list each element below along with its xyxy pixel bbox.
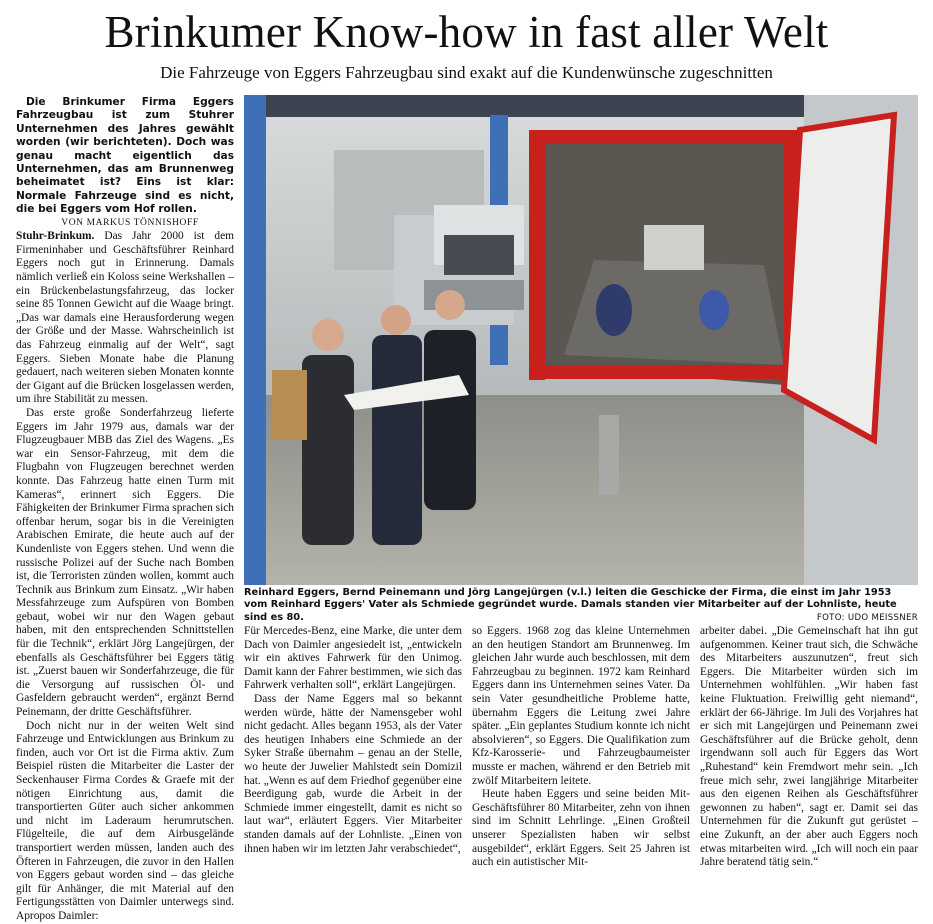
photo-credit: FOTO: UDO MEISSNER	[816, 612, 918, 623]
paragraph: arbeiter dabei. „Die Gemeinschaft hat ihn gut aufgenommen. Keiner traut sich, die Schwäche des Mitarbeiters auszunutzen“, freut sich Eggers. Die Mitarbeiter würden sich im Unternehmen wohlfühlen. „Wir haben fast keine Fluktuation. Freiwillig geht niemand“, erklärt der 66-Jährige. Im Juli des Vorjahres hat er sich mit Langejürgen und Peinemann zwei Geschäftsführer auf die Brücke geholt, denn irgendwann soll auch für Eggers das Wort „Ruhestand“ kein Fremdwort mehr sein. „Ich freue mich sehr, zwei langjährige Mitarbeiter aus den eigenen Reihen als Geschäftsführer gewonnen zu haben“, sagt er. Damit sei das Unternehmen für die Zukunft gut gerüstet – eine Zukunft, an der aber auch Eggers noch etwas mitarbeiten wird. „Ich will noch ein paar Jahre beratend tätig sein.“	[700, 625, 918, 869]
column-3	[472, 625, 690, 870]
subheadline: Die Fahrzeuge von Eggers Fahrzeugbau sind exakt auf die Kundenwünsche zugeschnitten	[160, 63, 773, 82]
paragraph: Doch nicht nur in der weiten Welt sind Fahrzeuge und Entwicklungen aus Brinkum zu finden, auch vor Ort ist die Firma aktiv. Zum Beispiel rüsten die Mitarbeiter die Laster der Seckenhauser Firma Cordes & Graefe mit der nötigen Einrichtung aus, damit die transportierten Güter auch sicher ankommen und nicht im Laderaum herumrutschen. Flügelteile, die auf dem Airbusgelände transportiert werden müssen, landen auch des Öfteren in Fahrzeugen, die zuvor in den Hallen von Eggers gebaut worden sind – das gleiche gilt für Anhänger, die mit Material auf den Fertigungsstätten von Daimler unterwegs sind. Apropos Daimler:	[16, 719, 234, 922]
lede: Die Brinkumer Firma Eggers Fahrzeugbau ist zum Stuhrer Unternehmen des Jahres gewählt worden (wir berichteten). Doch was genau macht eigentlich das Unternehmen, das am Brunnenweg beheimatet ist? Eins ist klar: Normale Fahrzeuge sind es nicht, die bei Eggers vom Hof rollen.	[16, 96, 234, 216]
photo-caption	[244, 587, 918, 624]
paragraph: Heute haben Eggers und seine beiden Mit-Geschäftsführer 80 Mitarbeiter, zehn von ihnen sind im Schnitt Lehrlinge. „Einen Großteil unserer Spezialisten haben wir selbst ausgebildet“, erklärt Eggers. Seit 25 Jahren ist auch ein autistischer Mit-	[472, 788, 690, 869]
column-1	[16, 96, 234, 924]
column-4	[700, 625, 918, 870]
paragraph: Für Mercedes-Benz, eine Marke, die unter dem Dach von Daimler angesiedelt ist, „entwickeln wir ein aktives Fahrwerk für den Unimog. Damit kann der Fahrer bestimmen, wie sich das Fahrwerk verhalten soll“, erklärt Langejürgen.	[244, 625, 462, 692]
paragraph: Das erste große Sonderfahrzeug lieferte Eggers im Jahr 1979 aus, damals war der Flugzeugbauer MBB das Ziel des Wagens. „Es war ein Sensor-Fahrzeug, mit dem die Flugbahn von Flugzeugen berechnet werden konnte. Das Fahrzeug hatte einen Turm mit Kameras“, erinnert sich Eggers. Die Fähigkeiten der Brinkumer Firma sprachen sich offenbar herum, sogar bis in die Vereinigten Arabischen Emirate, die heute auch auf der Kundenliste von Eggers stehen. Und wenn die russische Polizei auf der Suche nach Bomben ist, die Terroristen zünden wollen, kommt auch Technik aus Brinkum zum Einsatz. „Wir haben Messfahrzeuge zum Aufspüren von Bomben gebaut, wobei wir nur den Wagen gebaut haben, mit den entsprechenden Schnittstellen für die Technik“, erklärt Jörg Langejürgen, der ebenfalls als Geschäftsführer bei Eggers tätig ist. „Zuerst bauen wir Sonderfahrzeuge, die für die Versorgung auf russischen Öl- und Gasfeldern gebraucht werden“, ergänzt Bernd Peinemann, der dritte Geschäftsführer.	[16, 406, 234, 719]
paragraph-text: Das Jahr 2000 ist dem Firmeninhaber und Geschäftsführer Reinhard Eggers noch gut in Erinnerung. Damals nämlich verließ ein Koloss seine Werkshallen – ein Brückenbelastungsfahrzeug, das locker seine 85 Tonnen Gewicht auf die Waage bringt. „Das war damals eine Herausforderung wegen der Größe und der Masse. Wahrscheinlich ist das Fahrzeug einmalig auf der Welt“, sagt Eggers. Sieben Monate habe die Planung gedauert, nach weiteren sieben Monaten konnte der Gigant auf die Brücken losgelassen werden, um ihre Stabilität zu messen.	[16, 230, 234, 406]
caption-text: Reinhard Eggers, Bernd Peinemann und Jörg Langejürgen (v.l.) leiten die Geschicke der Firma, die einst im Jahr 1953 vom Reinhard Eggers' Vater als Schmiede gegründet wurde. Damals standen vier Mitarbeiter auf der Lohnliste, heute sind es 80.	[244, 587, 897, 623]
paragraph: so Eggers. 1968 zog das kleine Unternehmen an den heutigen Standort am Brunnenweg. Im gleichen Jahr wurde auch beschlossen, mit dem Fahrzeugbau zu beginnen. 1972 kam Reinhard Eggers dann ins Unternehmen seines Vater. Da sein Vater gesundheitliche Probleme hatte, übernahm Eggers die Leitung zwei Jahre später. „Ein geplantes Studium konnte ich nicht absolvieren“, so Eggers. Die Qualifikation zum Kfz-Karosserie- und Fahrzeugbaumeister musste er machen, während er den Betrieb mit zwölf Mitarbeitern leitete.	[472, 625, 690, 787]
paragraph: Dass der Name Eggers mal so bekannt werden würde, hätte der Namensgeber wohl nicht gedacht. Alles begann 1953, als der Vater des heutigen Inhabers eine Schmiede an der Syker Straße übernahm – genau an der Stelle, wo heute der Juwelier Mahlstedt sein Domizil hat. „Wenn es auf dem Friedhof gegenüber eine Beerdigung gab, wurde die Arbeit in der Schmiede immer eingestellt, damit es nicht so laut war“, erläutert Eggers. Vier Mitarbeiter standen damals auf der Lohnliste. „Einen von ihnen haben wir im letzten Jahr verabschiedet“,	[244, 692, 462, 855]
headline: Brinkumer Know-how in fast aller Welt	[104, 7, 829, 57]
column-2	[244, 625, 462, 856]
dateline: Stuhr-Brinkum.	[16, 230, 95, 243]
article-photo	[244, 95, 918, 585]
workshop-photo-illustration	[244, 95, 918, 585]
byline: VON MARKUS TÖNNISHOFF	[61, 217, 199, 228]
paragraph	[16, 230, 234, 407]
